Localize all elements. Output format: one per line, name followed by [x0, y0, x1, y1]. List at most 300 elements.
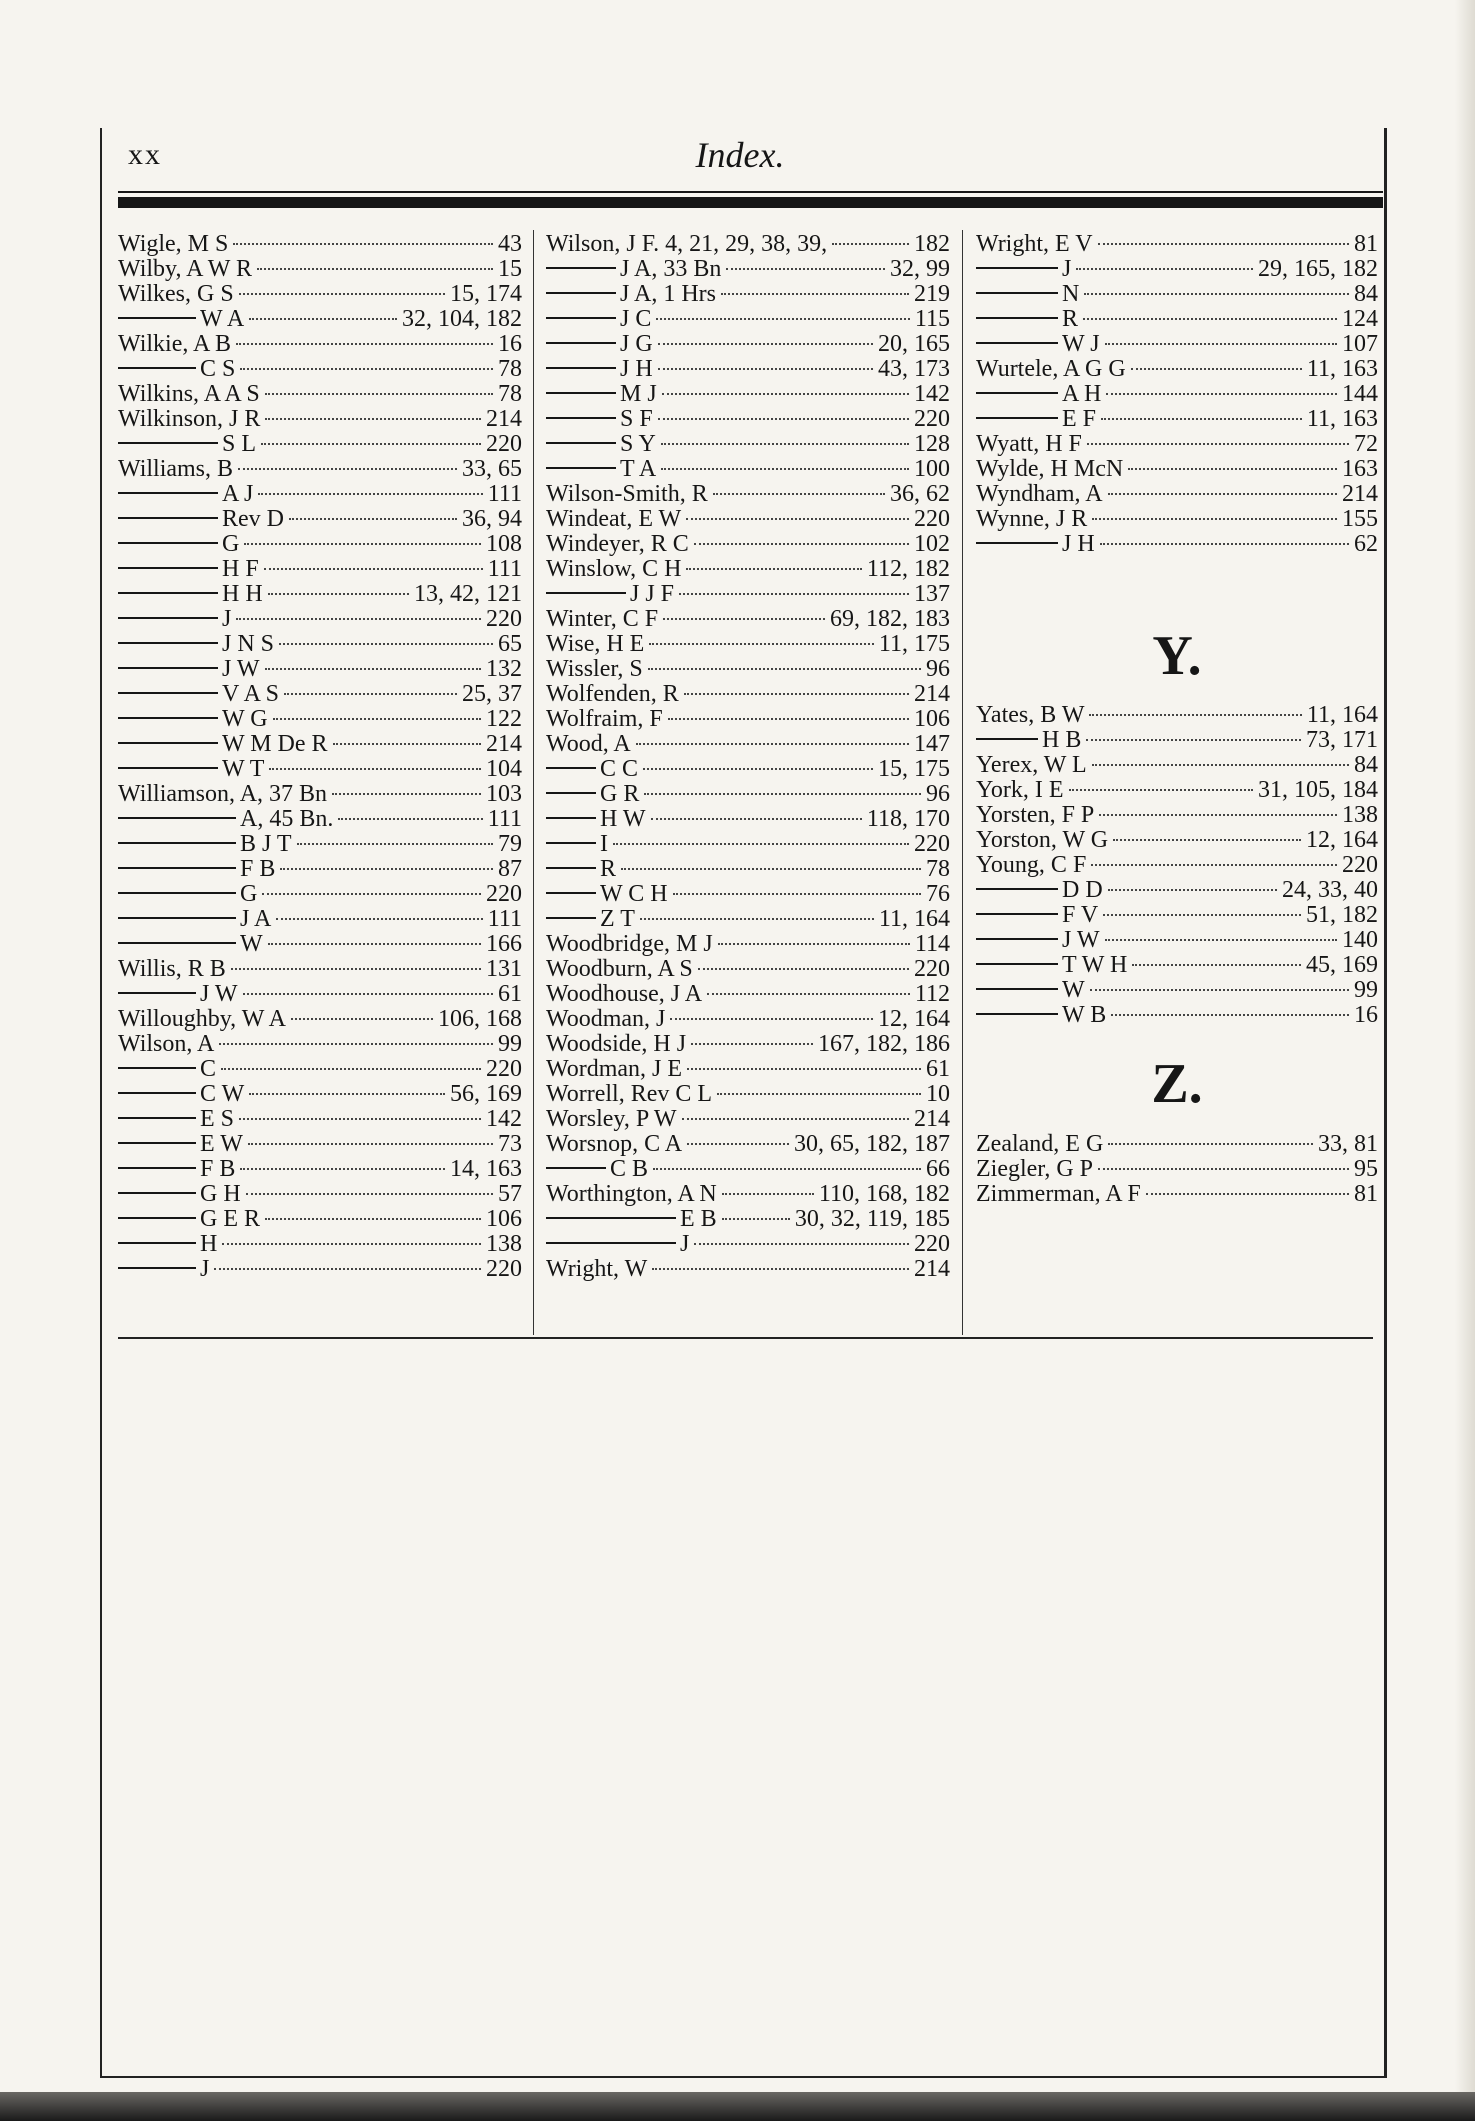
dot-leader — [219, 1043, 493, 1045]
index-entry — [546, 357, 950, 382]
ditto-dash — [546, 442, 616, 444]
entry-name: Wyndham, A — [976, 482, 1103, 507]
entry-pages: 66 — [926, 1157, 950, 1182]
index-entry — [976, 753, 1378, 778]
index-entry — [546, 757, 950, 782]
dot-leader — [1108, 889, 1277, 891]
entry-name: I — [600, 832, 608, 857]
entry-name: J J F — [630, 582, 675, 607]
entry-pages: 99 — [498, 1032, 522, 1057]
entry-name: G H — [200, 1182, 241, 1207]
entry-name: E F — [1062, 407, 1097, 432]
entry-pages: 62 — [1354, 532, 1378, 557]
dot-leader — [1105, 343, 1337, 345]
index-entry — [546, 1232, 950, 1257]
entry-pages: 115 — [914, 307, 950, 332]
entry-name: E W — [200, 1132, 243, 1157]
entry-name: F B — [200, 1157, 236, 1182]
entry-pages: 51, 182 — [1306, 903, 1378, 928]
ditto-dash — [118, 1142, 196, 1144]
index-entry — [976, 903, 1378, 928]
ditto-dash — [118, 492, 218, 494]
ditto-dash — [546, 467, 616, 469]
entry-name: Wilby, A W R — [118, 257, 252, 282]
ditto-dash — [976, 417, 1058, 419]
index-entry — [546, 782, 950, 807]
dot-leader — [1128, 468, 1337, 470]
entry-pages: 56, 169 — [450, 1082, 522, 1107]
dot-leader — [279, 643, 493, 645]
index-entry — [976, 432, 1378, 457]
index-entry — [976, 928, 1378, 953]
dot-leader — [291, 1018, 433, 1020]
entry-pages: 30, 32, 119, 185 — [794, 1207, 950, 1232]
index-entry — [118, 907, 522, 932]
entry-name: G R — [600, 782, 640, 807]
dot-leader — [684, 693, 909, 695]
dot-leader — [1076, 268, 1253, 270]
entry-name: N — [1062, 282, 1080, 307]
ditto-dash — [546, 292, 616, 294]
index-entry — [118, 532, 522, 557]
entry-name: Worrell, Rev C L — [546, 1082, 713, 1107]
entry-name: Wordman, J E — [546, 1057, 683, 1082]
dot-leader — [248, 1143, 493, 1145]
ditto-dash — [546, 817, 596, 819]
entry-pages: 79 — [498, 832, 522, 857]
ditto-dash — [546, 892, 596, 894]
index-entry — [976, 407, 1378, 432]
ditto-dash — [118, 542, 218, 544]
entry-pages: 114 — [914, 932, 950, 957]
index-entry — [546, 507, 950, 532]
entry-list-z — [976, 1132, 1378, 1207]
index-entry — [118, 1207, 522, 1232]
ditto-dash — [118, 1117, 196, 1119]
ditto-dash — [118, 717, 218, 719]
dot-leader — [648, 668, 921, 670]
dot-leader — [257, 268, 493, 270]
entry-name: Worthington, A N — [546, 1182, 717, 1207]
dot-leader — [246, 1193, 493, 1195]
index-entry — [118, 807, 522, 832]
index-entry — [118, 932, 522, 957]
index-entry — [118, 732, 522, 757]
entry-name: R — [600, 857, 617, 882]
entry-name: Windeyer, R C — [546, 532, 689, 557]
index-entry — [546, 1207, 950, 1232]
index-entry — [976, 728, 1378, 753]
index-entry — [118, 1057, 522, 1082]
entry-pages: 220 — [1342, 853, 1378, 878]
dot-leader — [1103, 914, 1301, 916]
entry-pages: 220 — [914, 507, 950, 532]
entry-name: Wilkinson, J R — [118, 407, 261, 432]
entry-pages: 30, 65, 182, 187 — [794, 1132, 950, 1157]
entry-pages: 32, 104, 182 — [402, 307, 522, 332]
entry-pages: 43, 173 — [878, 357, 950, 382]
dot-leader — [284, 693, 457, 695]
entry-pages: 102 — [914, 532, 950, 557]
dot-leader — [238, 468, 457, 470]
entry-name: T A — [620, 457, 657, 482]
index-entry — [118, 632, 522, 657]
index-entry — [546, 282, 950, 307]
entry-name: Windeat, E W — [546, 507, 682, 532]
entry-name: Wigle, M S — [118, 232, 229, 257]
index-entry — [118, 607, 522, 632]
entry-pages: 78 — [498, 382, 522, 407]
ditto-dash — [118, 767, 218, 769]
dot-leader — [649, 643, 874, 645]
index-entry — [546, 1257, 950, 1282]
index-entry — [118, 482, 522, 507]
page-number: xx — [128, 138, 162, 171]
entry-pages: 84 — [1354, 282, 1378, 307]
dot-leader — [214, 1268, 481, 1270]
dot-leader — [1092, 518, 1337, 520]
entry-pages: 155 — [1342, 507, 1378, 532]
entry-pages: 166 — [486, 932, 522, 957]
entry-pages: 111 — [487, 807, 522, 832]
index-entry — [976, 1182, 1378, 1207]
entry-pages: 147 — [914, 732, 950, 757]
ditto-dash — [546, 392, 616, 394]
entry-name: Yates, B W — [976, 703, 1085, 728]
entry-name: H B — [1042, 728, 1082, 753]
index-entry — [546, 1007, 950, 1032]
entry-pages: 73 — [498, 1132, 522, 1157]
index-entry — [118, 782, 522, 807]
dot-leader — [717, 1093, 921, 1095]
index-entry — [118, 507, 522, 532]
dot-leader — [1092, 764, 1349, 766]
index-entry — [118, 1107, 522, 1132]
index-entry — [976, 332, 1378, 357]
index-column-2 — [546, 232, 950, 1282]
dot-leader — [726, 268, 885, 270]
ditto-dash — [118, 642, 218, 644]
dot-leader — [297, 843, 493, 845]
entry-name: Winslow, C H — [546, 557, 682, 582]
entry-pages: 112 — [914, 982, 950, 1007]
entry-name: Yorston, W G — [976, 828, 1109, 853]
dot-leader — [651, 818, 862, 820]
entry-name: J A — [240, 907, 272, 932]
entry-pages: 138 — [1342, 803, 1378, 828]
entry-name: Wright, E V — [976, 232, 1093, 257]
dot-leader — [698, 968, 909, 970]
entry-name: Yorsten, F P — [976, 803, 1095, 828]
dot-leader — [1090, 989, 1349, 991]
entry-pages: 142 — [914, 382, 950, 407]
entry-pages: 111 — [487, 482, 522, 507]
dot-leader — [276, 918, 482, 920]
entry-pages: 138 — [486, 1232, 522, 1257]
index-column-3 — [976, 232, 1378, 1207]
ditto-dash — [976, 542, 1058, 544]
dot-leader — [268, 943, 481, 945]
entry-name: Willis, R B — [118, 957, 226, 982]
entry-name: E B — [680, 1207, 717, 1232]
ditto-dash — [546, 267, 616, 269]
ditto-dash — [546, 367, 616, 369]
dot-leader — [658, 343, 873, 345]
header-thin-rule — [118, 191, 1383, 193]
ditto-dash — [118, 592, 218, 594]
entry-list — [118, 232, 522, 1282]
dot-leader — [222, 1243, 481, 1245]
entry-name: Wilkie, A B — [118, 332, 232, 357]
index-entry — [976, 382, 1378, 407]
dot-leader — [640, 918, 874, 920]
dot-leader — [1111, 1014, 1349, 1016]
entry-pages: 99 — [1354, 978, 1378, 1003]
index-entry — [976, 803, 1378, 828]
entry-pages: 12, 164 — [878, 1007, 950, 1032]
index-entry — [118, 1082, 522, 1107]
ditto-dash — [976, 738, 1038, 740]
entry-pages: 87 — [498, 857, 522, 882]
entry-name: J A, 33 Bn — [620, 257, 722, 282]
dot-leader — [1108, 1143, 1313, 1145]
entry-pages: 36, 62 — [890, 482, 950, 507]
ditto-dash — [118, 692, 218, 694]
entry-name: H W — [600, 807, 646, 832]
dot-leader — [233, 243, 493, 245]
index-entry — [118, 307, 522, 332]
dot-leader — [262, 893, 481, 895]
entry-name: J N S — [222, 632, 275, 657]
entry-name: B J T — [240, 832, 292, 857]
dot-leader — [713, 493, 885, 495]
entry-pages: 220 — [914, 1232, 950, 1257]
index-entry — [976, 878, 1378, 903]
entry-name: Wright, W — [546, 1257, 648, 1282]
dot-leader — [687, 1143, 789, 1145]
dot-leader — [1131, 368, 1302, 370]
dot-leader — [682, 1118, 910, 1120]
dot-leader — [289, 518, 457, 520]
dot-leader — [656, 318, 910, 320]
dot-leader — [644, 793, 921, 795]
index-entry — [546, 707, 950, 732]
dot-leader — [1146, 1193, 1349, 1195]
ditto-dash — [976, 342, 1058, 344]
index-entry — [546, 657, 950, 682]
entry-name: Wyatt, H F — [976, 432, 1082, 457]
entry-name: Willoughby, W A — [118, 1007, 286, 1032]
dot-leader — [1099, 814, 1337, 816]
dot-leader — [239, 1118, 481, 1120]
dot-leader — [236, 618, 481, 620]
entry-name: Wissler, S — [546, 657, 643, 682]
index-entry — [546, 232, 950, 257]
index-entry — [118, 757, 522, 782]
entry-pages: 15 — [498, 257, 522, 282]
ditto-dash — [546, 1167, 606, 1169]
ditto-dash — [118, 617, 218, 619]
dot-leader — [668, 718, 909, 720]
index-entry — [976, 457, 1378, 482]
dot-leader — [258, 493, 482, 495]
ditto-dash — [118, 1167, 196, 1169]
entry-pages: 96 — [926, 782, 950, 807]
letter-heading-z: Z. — [1151, 1053, 1203, 1115]
index-entry — [546, 682, 950, 707]
entry-pages: 81 — [1354, 1182, 1378, 1207]
entry-name: Ziegler, G P — [976, 1157, 1094, 1182]
entry-name: W — [240, 932, 263, 957]
entry-name: J — [222, 607, 232, 632]
dot-leader — [661, 468, 909, 470]
entry-pages: 132 — [486, 657, 522, 682]
index-entry — [976, 978, 1378, 1003]
index-entry — [976, 307, 1378, 332]
index-entry — [976, 778, 1378, 803]
ditto-dash — [546, 417, 616, 419]
entry-name: J — [680, 1232, 690, 1257]
index-entry — [546, 482, 950, 507]
index-entry — [546, 1107, 950, 1132]
ditto-dash — [976, 888, 1058, 890]
entry-name: Wolfenden, R — [546, 682, 679, 707]
entry-name: S F — [620, 407, 653, 432]
entry-pages: 76 — [926, 882, 950, 907]
index-entry — [546, 432, 950, 457]
dot-leader — [264, 568, 483, 570]
dot-leader — [662, 393, 909, 395]
entry-pages: 11, 163 — [1306, 357, 1378, 382]
dot-leader — [333, 743, 481, 745]
entry-pages: 36, 94 — [462, 507, 522, 532]
page-title: Index. — [695, 135, 785, 175]
entry-name: C B — [610, 1157, 649, 1182]
index-entry — [546, 1132, 950, 1157]
index-entry — [976, 703, 1378, 728]
index-entry — [118, 1257, 522, 1282]
ditto-dash — [546, 1217, 676, 1219]
index-entry — [118, 657, 522, 682]
dot-leader — [643, 768, 873, 770]
entry-name: Wilkes, G S — [118, 282, 234, 307]
entry-name: H — [200, 1232, 218, 1257]
dot-leader — [722, 1218, 790, 1220]
entry-name: Winter, C F — [546, 607, 659, 632]
index-entry — [546, 607, 950, 632]
index-entry — [546, 457, 950, 482]
dot-leader — [832, 243, 909, 245]
entry-pages: 32, 99 — [890, 257, 950, 282]
dot-leader — [718, 943, 910, 945]
entry-pages: 142 — [486, 1107, 522, 1132]
entry-name: W G — [222, 707, 268, 732]
dot-leader — [707, 993, 910, 995]
dot-leader — [244, 543, 481, 545]
entry-pages: 29, 165, 182 — [1258, 257, 1378, 282]
ditto-dash — [118, 567, 218, 569]
entry-name: M J — [620, 382, 657, 407]
entry-name: Woodman, J — [546, 1007, 666, 1032]
entry-name: Z T — [600, 907, 635, 932]
ditto-dash — [118, 1217, 196, 1219]
entry-pages: 220 — [914, 832, 950, 857]
index-entry — [546, 932, 950, 957]
index-entry — [546, 307, 950, 332]
entry-name: T W H — [1062, 953, 1128, 978]
entry-pages: 43 — [498, 232, 522, 257]
entry-pages: 72 — [1354, 432, 1378, 457]
entry-pages: 33, 65 — [462, 457, 522, 482]
index-entry — [118, 957, 522, 982]
entry-pages: 103 — [486, 782, 522, 807]
entry-name: J G — [620, 332, 653, 357]
dot-leader — [280, 868, 493, 870]
dot-leader — [231, 968, 481, 970]
entry-pages: 131 — [486, 957, 522, 982]
entry-pages: 214 — [1342, 482, 1378, 507]
index-entry — [546, 907, 950, 932]
ditto-dash — [976, 317, 1058, 319]
ditto-dash — [118, 1092, 196, 1094]
dot-leader — [722, 1193, 814, 1195]
entry-pages: 220 — [486, 1057, 522, 1082]
entry-name: A J — [222, 482, 254, 507]
entry-name: Zimmerman, A F — [976, 1182, 1141, 1207]
dot-leader — [661, 443, 909, 445]
entry-name: J W — [1062, 928, 1100, 953]
dot-leader — [679, 593, 909, 595]
dot-leader — [1113, 839, 1301, 841]
entry-pages: 144 — [1342, 382, 1378, 407]
ditto-dash — [976, 392, 1058, 394]
index-entry — [546, 1157, 950, 1182]
entry-pages: 214 — [486, 407, 522, 432]
entry-name: J — [1062, 257, 1072, 282]
index-entry — [976, 282, 1378, 307]
ditto-dash — [118, 517, 218, 519]
entry-pages: 112, 182 — [866, 557, 950, 582]
index-entry — [976, 532, 1378, 557]
dot-leader — [221, 1068, 481, 1070]
entry-pages: 214 — [486, 732, 522, 757]
entry-name: G — [240, 882, 258, 907]
column-divider — [962, 230, 963, 1335]
dot-leader — [652, 1268, 909, 1270]
entry-name: Wilkins, A A S — [118, 382, 260, 407]
entry-pages: 219 — [914, 282, 950, 307]
entry-pages: 12, 164 — [1306, 828, 1378, 853]
dot-leader — [1108, 493, 1337, 495]
index-entry — [118, 882, 522, 907]
dot-leader — [1098, 1168, 1349, 1170]
dot-leader — [687, 1068, 921, 1070]
entry-pages: 14, 163 — [450, 1157, 522, 1182]
index-entry — [118, 582, 522, 607]
entry-pages: 61 — [926, 1057, 950, 1082]
index-entry — [976, 257, 1378, 282]
ditto-dash — [546, 342, 616, 344]
index-entry — [118, 332, 522, 357]
dot-leader — [691, 1043, 813, 1045]
dot-leader — [694, 1243, 909, 1245]
ditto-dash — [118, 442, 218, 444]
index-entry — [976, 828, 1378, 853]
entry-pages: 45, 169 — [1306, 953, 1378, 978]
entry-name: Woodside, H J — [546, 1032, 687, 1057]
index-entry — [546, 1057, 950, 1082]
index-entry — [976, 1003, 1378, 1028]
